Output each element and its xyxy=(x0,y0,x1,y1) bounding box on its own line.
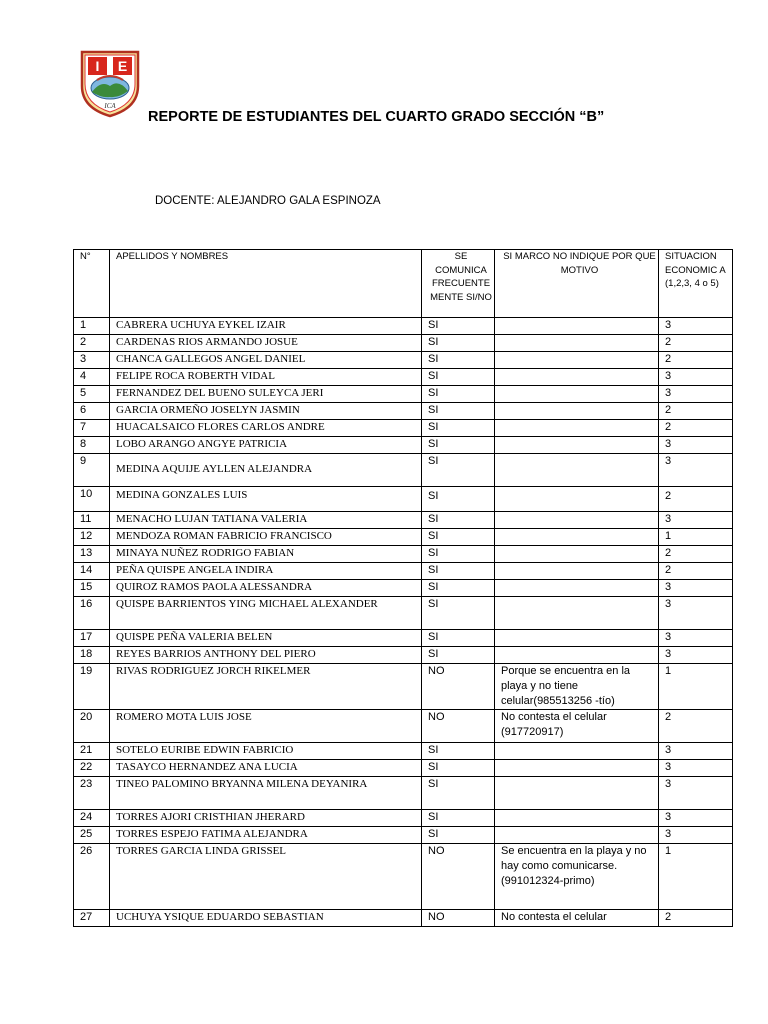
student-name: TORRES ESPEJO FATIMA ALEJANDRA xyxy=(110,827,422,844)
reason-text xyxy=(495,827,659,844)
table-row xyxy=(74,403,733,420)
table-row xyxy=(74,352,733,369)
reason-text: No contesta el celular xyxy=(495,910,659,927)
student-name: TINEO PALOMINO BRYANNA MILENA DEYANIRA xyxy=(110,777,422,810)
table-row xyxy=(74,664,733,710)
economic-situation-value: 3 xyxy=(659,386,733,403)
reason-text xyxy=(495,597,659,630)
table-row xyxy=(74,487,733,512)
reason-text xyxy=(495,403,659,420)
table-row xyxy=(74,454,733,487)
communicates-value: NO xyxy=(422,844,495,910)
communicates-value: SI xyxy=(422,335,495,352)
economic-situation-value: 1 xyxy=(659,664,733,710)
economic-situation-value: 3 xyxy=(659,647,733,664)
communicates-value: SI xyxy=(422,487,495,512)
economic-situation-value: 3 xyxy=(659,454,733,487)
communicates-value: SI xyxy=(422,437,495,454)
economic-situation-value: 3 xyxy=(659,777,733,810)
reason-text xyxy=(495,487,659,512)
communicates-value: SI xyxy=(422,827,495,844)
table-row xyxy=(74,810,733,827)
student-name: LOBO ARANGO ANGYE PATRICIA xyxy=(110,437,422,454)
economic-situation-value: 2 xyxy=(659,546,733,563)
economic-situation-value: 3 xyxy=(659,630,733,647)
student-name: TORRES AJORI CRISTHIAN JHERARD xyxy=(110,810,422,827)
reason-text xyxy=(495,335,659,352)
economic-situation-value: 1 xyxy=(659,844,733,910)
student-name: TASAYCO HERNANDEZ ANA LUCIA xyxy=(110,760,422,777)
row-number: 26 xyxy=(74,844,110,910)
row-number: 12 xyxy=(74,529,110,546)
reason-text xyxy=(495,454,659,487)
row-number: 15 xyxy=(74,580,110,597)
table-row xyxy=(74,512,733,529)
student-name: REYES BARRIOS ANTHONY DEL PIERO xyxy=(110,647,422,664)
communicates-value: SI xyxy=(422,630,495,647)
col-header-communicates: SE COMUNICA FRECUENTE MENTE SI/NO xyxy=(422,250,495,318)
student-name: QUISPE BARRIENTOS YING MICHAEL ALEXANDER xyxy=(110,597,422,630)
economic-situation-value: 2 xyxy=(659,403,733,420)
logo-letter-i: I xyxy=(95,58,100,74)
reason-text xyxy=(495,647,659,664)
row-number: 22 xyxy=(74,760,110,777)
communicates-value: SI xyxy=(422,777,495,810)
communicates-value: SI xyxy=(422,512,495,529)
row-number: 25 xyxy=(74,827,110,844)
table-row xyxy=(74,760,733,777)
reason-text: No contesta el celular (917720917) xyxy=(495,710,659,743)
economic-situation-value: 2 xyxy=(659,710,733,743)
row-number: 6 xyxy=(74,403,110,420)
table-row xyxy=(74,318,733,335)
table-row xyxy=(74,386,733,403)
row-number: 11 xyxy=(74,512,110,529)
student-name: MENDOZA ROMAN FABRICIO FRANCISCO xyxy=(110,529,422,546)
reason-text xyxy=(495,512,659,529)
economic-situation-value: 2 xyxy=(659,335,733,352)
economic-situation-value: 2 xyxy=(659,910,733,927)
economic-situation-value: 2 xyxy=(659,420,733,437)
col-header-name: APELLIDOS Y NOMBRES xyxy=(110,250,422,318)
communicates-value: SI xyxy=(422,420,495,437)
student-name: CHANCA GALLEGOS ANGEL DANIEL xyxy=(110,352,422,369)
row-number: 9 xyxy=(74,454,110,487)
communicates-value: NO xyxy=(422,910,495,927)
col-header-reason: SI MARCO NO INDIQUE POR QUE MOTIVO xyxy=(495,250,659,318)
student-name: QUISPE PEÑA VALERIA BELEN xyxy=(110,630,422,647)
table-row xyxy=(74,335,733,352)
communicates-value: SI xyxy=(422,352,495,369)
communicates-value: NO xyxy=(422,664,495,710)
student-name: PEÑA QUISPE ANGELA INDIRA xyxy=(110,563,422,580)
economic-situation-value: 1 xyxy=(659,529,733,546)
communicates-value: SI xyxy=(422,760,495,777)
economic-situation-value: 3 xyxy=(659,369,733,386)
student-name: RIVAS RODRIGUEZ JORCH RIKELMER xyxy=(110,664,422,710)
economic-situation-value: 3 xyxy=(659,743,733,760)
table-row xyxy=(74,910,733,927)
table-row xyxy=(74,844,733,910)
row-number: 2 xyxy=(74,335,110,352)
economic-situation-value: 2 xyxy=(659,563,733,580)
table-row xyxy=(74,710,733,743)
row-number: 5 xyxy=(74,386,110,403)
communicates-value: SI xyxy=(422,743,495,760)
communicates-value: SI xyxy=(422,369,495,386)
communicates-value: SI xyxy=(422,454,495,487)
table-row xyxy=(74,369,733,386)
student-name: UCHUYA YSIQUE EDUARDO SEBASTIAN xyxy=(110,910,422,927)
economic-situation-value: 3 xyxy=(659,580,733,597)
row-number: 3 xyxy=(74,352,110,369)
economic-situation-value: 3 xyxy=(659,512,733,529)
student-name: MEDINA GONZALES LUIS xyxy=(110,487,422,512)
table-row xyxy=(74,597,733,630)
reason-text xyxy=(495,777,659,810)
row-number: 20 xyxy=(74,710,110,743)
row-number: 10 xyxy=(74,487,110,512)
economic-situation-value: 3 xyxy=(659,437,733,454)
communicates-value: SI xyxy=(422,580,495,597)
col-header-economic-situation: SITUACION ECONOMIC A (1,2,3, 4 o 5) xyxy=(659,250,733,318)
communicates-value: SI xyxy=(422,546,495,563)
table-header-row xyxy=(74,250,733,318)
table-row xyxy=(74,580,733,597)
communicates-value: SI xyxy=(422,529,495,546)
table-row xyxy=(74,437,733,454)
economic-situation-value: 3 xyxy=(659,827,733,844)
economic-situation-value: 2 xyxy=(659,352,733,369)
student-name: FERNANDEZ DEL BUENO SULEYCA JERI xyxy=(110,386,422,403)
reason-text xyxy=(495,529,659,546)
student-name: MENACHO LUJAN TATIANA VALERIA xyxy=(110,512,422,529)
student-name: HUACALSAICO FLORES CARLOS ANDRE xyxy=(110,420,422,437)
logo-caption: ICA xyxy=(104,102,116,110)
communicates-value: SI xyxy=(422,563,495,580)
reason-text xyxy=(495,810,659,827)
row-number: 19 xyxy=(74,664,110,710)
school-crest-logo xyxy=(79,50,141,118)
economic-situation-value: 3 xyxy=(659,810,733,827)
student-name: CARDENAS RIOS ARMANDO JOSUE xyxy=(110,335,422,352)
table-row xyxy=(74,546,733,563)
row-number: 13 xyxy=(74,546,110,563)
row-number: 4 xyxy=(74,369,110,386)
logo-letter-e: E xyxy=(117,58,128,74)
reason-text xyxy=(495,630,659,647)
economic-situation-value: 3 xyxy=(659,597,733,630)
reason-text: Porque se encuentra en la playa y no tiene celular(985513256 -tío) xyxy=(495,664,659,710)
student-name: SOTELO EURIBE EDWIN FABRICIO xyxy=(110,743,422,760)
table-row xyxy=(74,777,733,810)
teacher-name: DOCENTE: ALEJANDRO GALA ESPINOZA xyxy=(155,195,381,207)
reason-text xyxy=(495,760,659,777)
economic-situation-value: 3 xyxy=(659,760,733,777)
row-number: 21 xyxy=(74,743,110,760)
student-name: FELIPE ROCA ROBERTH VIDAL xyxy=(110,369,422,386)
communicates-value: SI xyxy=(422,318,495,335)
reason-text: Se encuentra en la playa y no hay como comunicarse.(991012324-primo) xyxy=(495,844,659,910)
row-number: 18 xyxy=(74,647,110,664)
communicates-value: SI xyxy=(422,810,495,827)
report-title: REPORTE DE ESTUDIANTES DEL CUARTO GRADO SECCIÓN “B” xyxy=(148,109,605,125)
communicates-value: SI xyxy=(422,647,495,664)
row-number: 17 xyxy=(74,630,110,647)
reason-text xyxy=(495,386,659,403)
row-number: 7 xyxy=(74,420,110,437)
student-table xyxy=(73,249,733,927)
student-name: QUIROZ RAMOS PAOLA ALESSANDRA xyxy=(110,580,422,597)
table-row xyxy=(74,630,733,647)
table-row xyxy=(74,647,733,664)
reason-text xyxy=(495,563,659,580)
student-name: GARCIA ORMEÑO JOSELYN JASMIN xyxy=(110,403,422,420)
economic-situation-value: 3 xyxy=(659,318,733,335)
communicates-value: SI xyxy=(422,386,495,403)
row-number: 24 xyxy=(74,810,110,827)
student-name: TORRES GARCIA LINDA GRISSEL xyxy=(110,844,422,910)
communicates-value: NO xyxy=(422,710,495,743)
reason-text xyxy=(495,743,659,760)
reason-text xyxy=(495,420,659,437)
reason-text xyxy=(495,580,659,597)
reason-text xyxy=(495,369,659,386)
reason-text xyxy=(495,352,659,369)
row-number: 1 xyxy=(74,318,110,335)
row-number: 16 xyxy=(74,597,110,630)
reason-text xyxy=(495,437,659,454)
row-number: 14 xyxy=(74,563,110,580)
reason-text xyxy=(495,318,659,335)
reason-text xyxy=(495,546,659,563)
table-row xyxy=(74,743,733,760)
row-number: 27 xyxy=(74,910,110,927)
student-name: CABRERA UCHUYA EYKEL IZAIR xyxy=(110,318,422,335)
table-row xyxy=(74,529,733,546)
communicates-value: SI xyxy=(422,403,495,420)
table-row xyxy=(74,827,733,844)
economic-situation-value: 2 xyxy=(659,487,733,512)
row-number: 23 xyxy=(74,777,110,810)
row-number: 8 xyxy=(74,437,110,454)
student-name: MEDINA AQUIJE AYLLEN ALEJANDRA xyxy=(110,454,422,487)
table-row xyxy=(74,563,733,580)
col-header-number: N° xyxy=(74,250,110,318)
table-row xyxy=(74,420,733,437)
student-name: MINAYA NUÑEZ RODRIGO FABIAN xyxy=(110,546,422,563)
student-name: ROMERO MOTA LUIS JOSE xyxy=(110,710,422,743)
communicates-value: SI xyxy=(422,597,495,630)
